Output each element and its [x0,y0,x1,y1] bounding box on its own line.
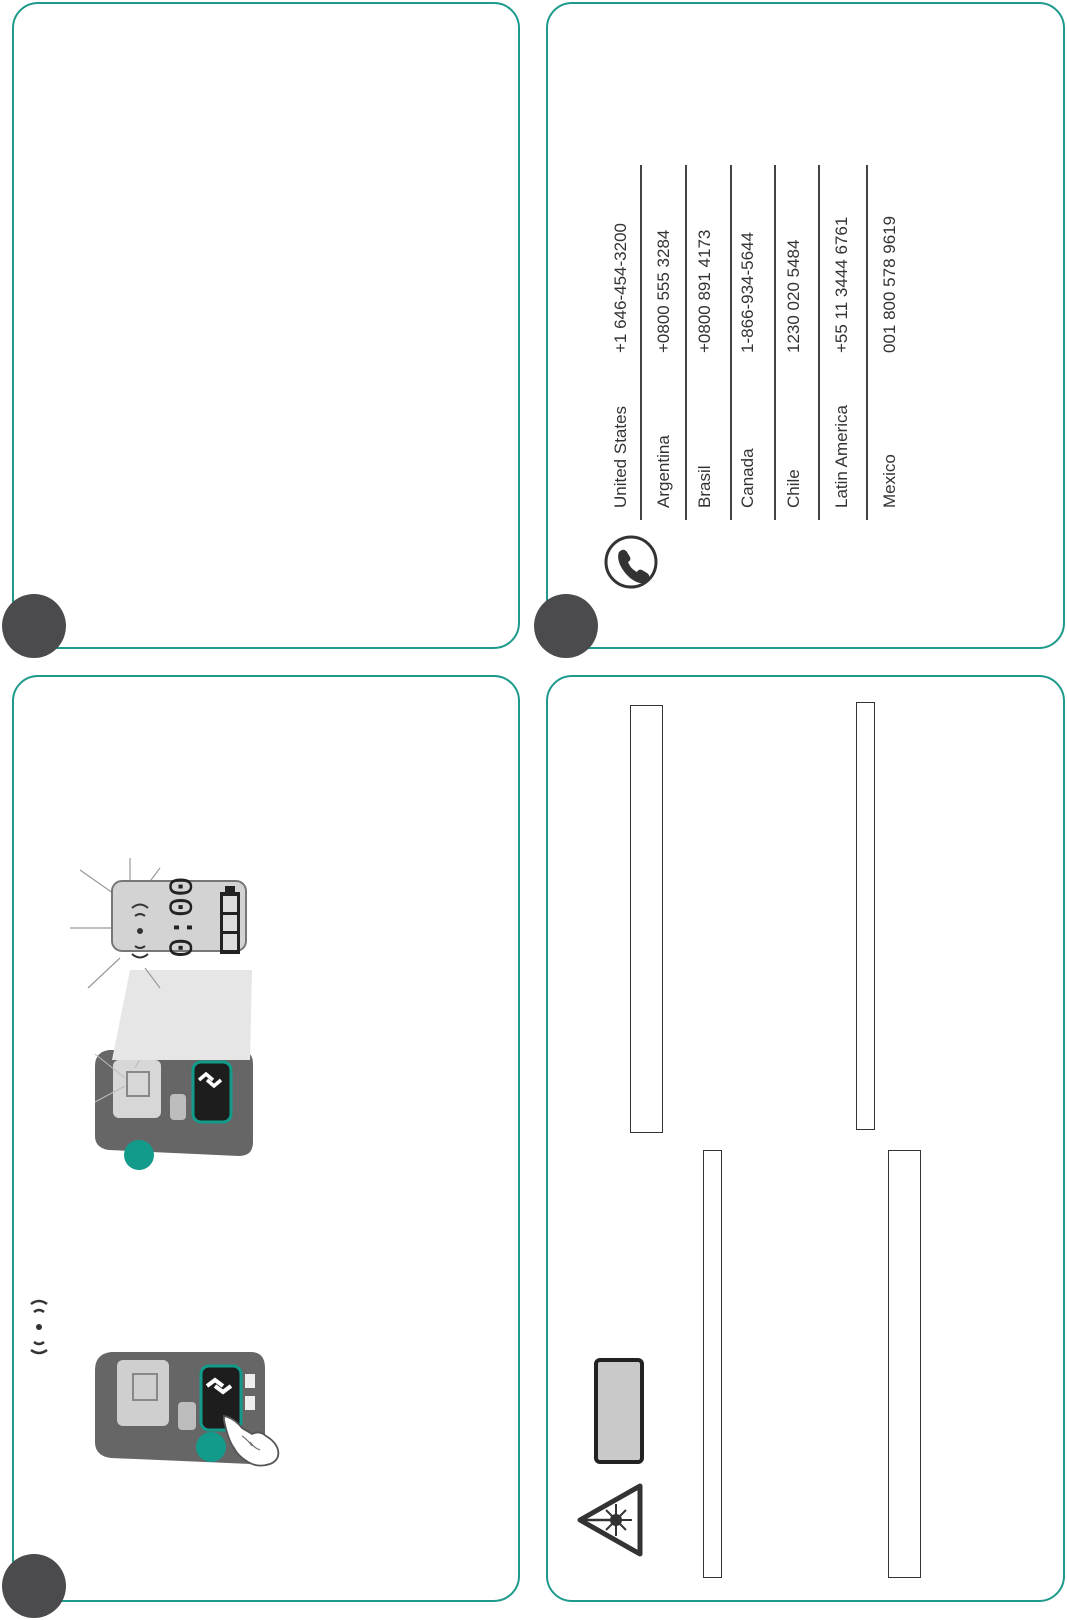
row-divider [774,165,776,520]
row-divider [730,165,732,520]
device-illustration-display [95,1050,255,1156]
lcd-display [60,858,260,988]
panel-top-left [12,2,520,649]
phone-icon [604,534,658,590]
lcd-timer: 0:00 [165,876,203,958]
row-divider [685,165,687,520]
vibrate-icon [28,1296,50,1358]
row-divider [640,165,642,520]
step-circle-3 [2,1554,66,1618]
contact-country: Canada [738,448,757,508]
contact-phone: +0800 555 3284 [654,229,673,353]
contact-phone: 1230 020 5484 [784,239,803,353]
contact-country: Latin America [832,405,851,508]
contact-phone: +0800 891 4173 [695,229,714,353]
contact-country: Mexico [880,454,899,508]
contact-phone: +1 646-454-3200 [611,223,630,353]
contact-country: Argentina [654,435,673,508]
contact-country: United States [611,405,630,508]
step-dot-b [124,1140,154,1170]
contact-phone: 1-866-934-5644 [738,232,757,353]
label-box [630,705,663,1133]
step-circle-1 [2,594,66,658]
contact-phone: +55 11 3444 6761 [832,216,851,353]
contact-phone: 001 800 578 9619 [880,215,899,353]
press-hand-icon [220,1412,282,1468]
label-box [888,1150,921,1578]
laser-warning-icon [576,1482,644,1558]
warning-label-gray [594,1358,644,1464]
row-divider [818,165,820,520]
step-circle-2 [534,594,598,658]
contact-country: Brasil [695,465,714,508]
label-box [703,1150,722,1578]
step-dot-a [196,1432,226,1462]
label-box [856,702,875,1130]
contact-country: Chile [784,469,803,508]
row-divider [866,165,868,520]
battery-icon [220,886,240,954]
